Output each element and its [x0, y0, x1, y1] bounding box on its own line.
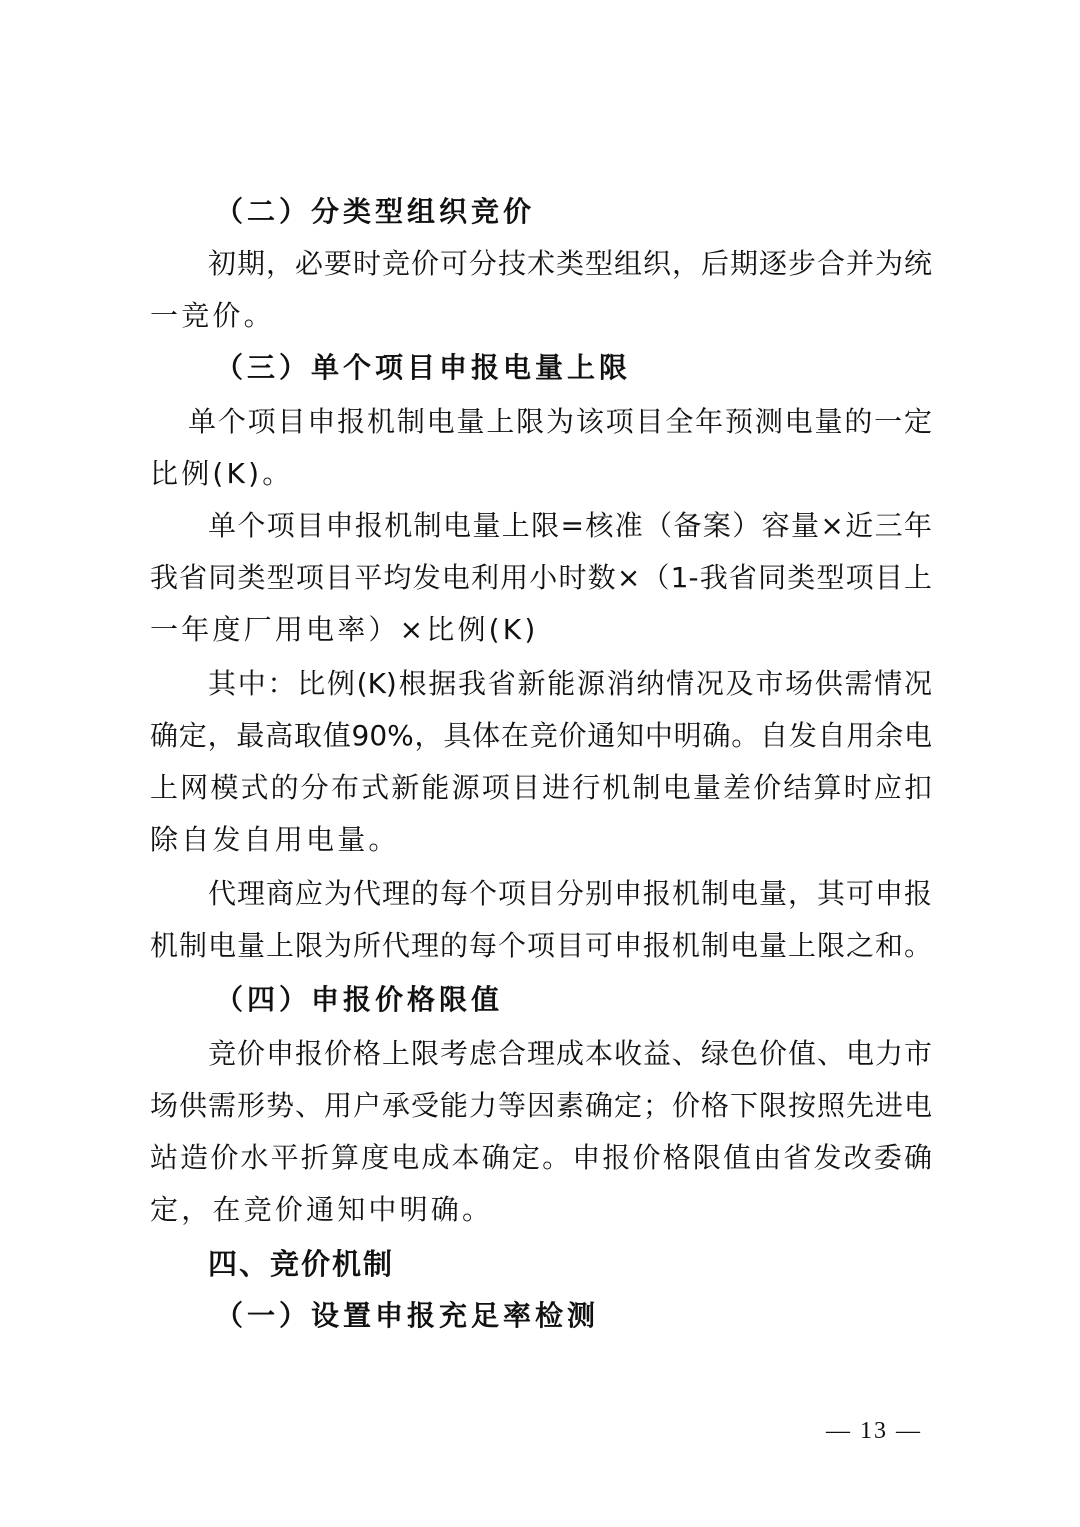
formula-line: 一年度厂用电率）×比例(K) [150, 613, 539, 646]
paragraph-line: 其中：比例(K)根据我省新能源消纳情况及市场供需情况 [208, 667, 932, 700]
paragraph-line: 单个项目申报机制电量上限为该项目全年预测电量的一定 [188, 405, 932, 438]
paragraph-line: 站造价水平折算度电成本确定。申报价格限值由省发改委确 [150, 1141, 932, 1174]
paragraph-line: 一竞价。 [150, 299, 275, 332]
paragraph-line: 上网模式的分布式新能源项目进行机制电量差价结算时应扣 [150, 771, 932, 804]
paragraph-line: 机制电量上限为所代理的每个项目可申报机制电量上限之和。 [150, 929, 932, 962]
subheading-adequacy-check: （一）设置申报充足率检测 [215, 1299, 600, 1332]
paragraph-line: 比例(K)。 [150, 457, 294, 490]
subheading-classified-bidding: （二）分类型组织竞价 [215, 195, 536, 228]
paragraph-line: 除自发自用电量。 [150, 823, 400, 856]
paragraph-line: 初期，必要时竞价可分技术类型组织，后期逐步合并为统 [208, 247, 932, 280]
subheading-price-limits: （四）申报价格限值 [215, 983, 504, 1016]
paragraph-line: 代理商应为代理的每个项目分别申报机制电量，其可申报 [208, 877, 932, 910]
formula-line: 我省同类型项目平均发电利用小时数×（1-我省同类型项目上 [150, 561, 932, 594]
paragraph-line: 场供需形势、用户承受能力等因素确定；价格下限按照先进电 [150, 1089, 932, 1122]
page-number: — 13 — [826, 1418, 922, 1444]
paragraph-line: 竞价申报价格上限考虑合理成本收益、绿色价值、电力市 [208, 1037, 932, 1070]
subheading-single-project-limit: （三）单个项目申报电量上限 [215, 351, 632, 384]
section-heading-bidding-mechanism: 四、竞价机制 [208, 1247, 395, 1281]
paragraph-line: 定，在竞价通知中明确。 [150, 1193, 494, 1226]
formula-line: 单个项目申报机制电量上限=核准（备案）容量×近三年 [208, 509, 932, 542]
paragraph-line: 确定，最高取值90%，具体在竞价通知中明确。自发自用余电 [150, 719, 932, 752]
